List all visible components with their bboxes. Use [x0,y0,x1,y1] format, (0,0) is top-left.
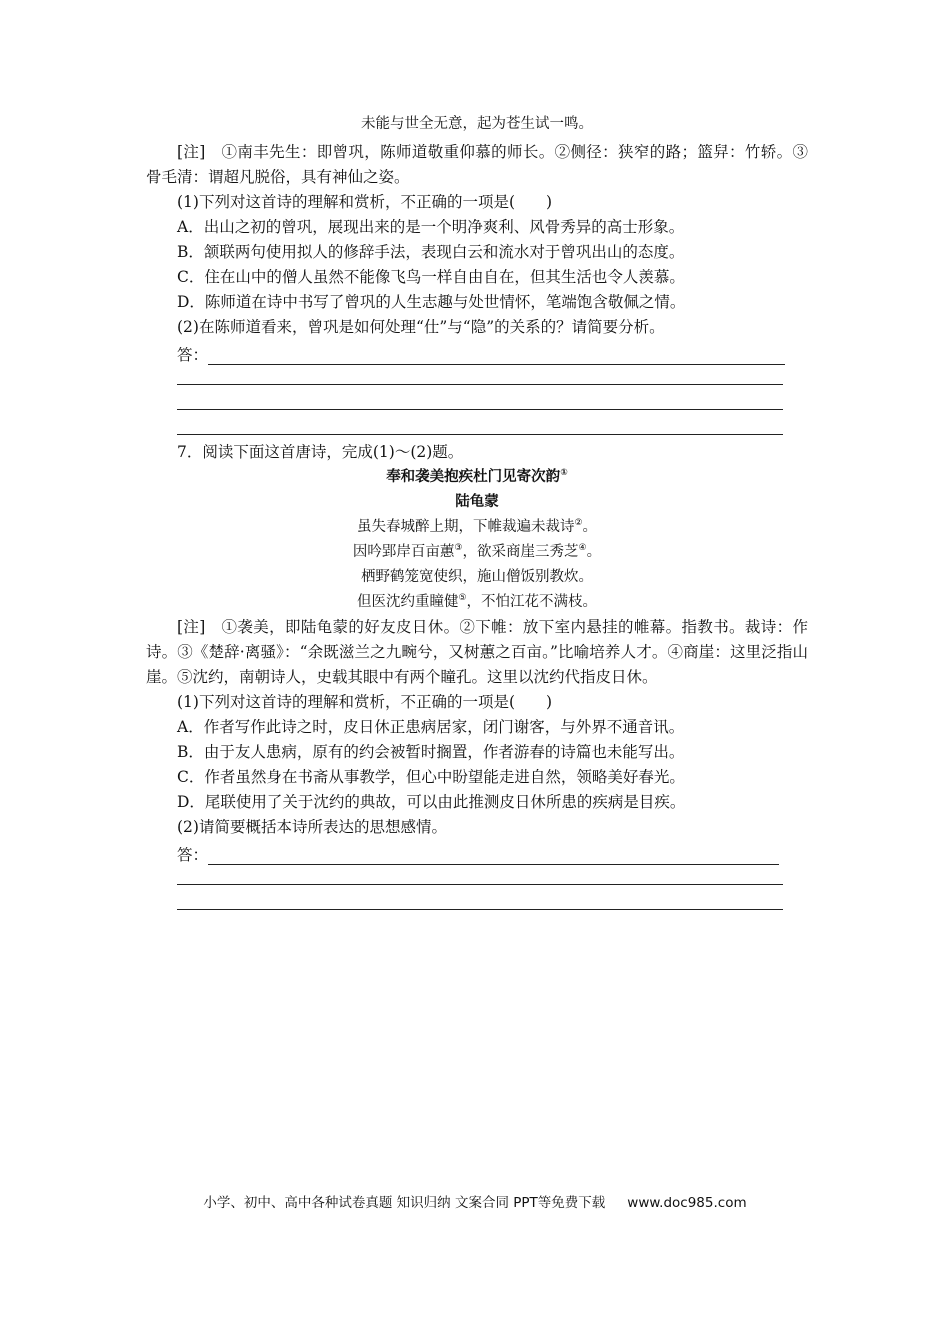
poem-text: 栖野鹤笼宽使织，施山僧饭别教炊。 [361,569,593,585]
q6-answer-blank-3[interactable] [146,390,808,415]
poem-text: 虽失春城醉上期，下帷裁遍未裁诗 [356,519,575,535]
q6-answer-line[interactable] [146,340,808,365]
note-mark: ① [560,468,568,478]
answer-blank-rule[interactable] [208,848,779,865]
q6-poem-last-line: 未能与世全无意，起为苍生试一鸣。 [361,116,593,132]
q6-option-d[interactable]: D．陈师道在诗中书写了曾巩的人生志趣与处世情怀，笔端饱含敬佩之情。 [177,293,686,311]
q6-sub1-prompt: (1)下列对这首诗的理解和赏析，不正确的一项是( ) [177,193,553,211]
q7-answer-blank-2[interactable] [146,865,808,890]
poem-text: 因吟郢岸百亩蕙 [352,544,455,560]
note-mark: ⑤ [458,593,467,603]
page-footer [0,1191,950,1211]
poem-text: 。 [582,519,598,535]
q7-option-c[interactable]: C．作者虽然身在书斋从事教学，但心中盼望能走进自然，领略美好春光。 [177,768,685,786]
note-mark: ② [574,518,583,528]
q6-option-b[interactable]: B．颔联两句使用拟人的修辞手法，表现白云和流水对于曾巩出山的态度。 [177,243,685,261]
q7-poem-title [146,465,808,490]
q7-option-b[interactable]: B．由于友人患病，原有的约会被暂时搁置，作者游春的诗篇也未能写出。 [177,743,685,761]
poem-text: 但医沈约重瞳健 [356,594,459,610]
q7-poem-line-1 [146,515,808,540]
q6-option-c[interactable]: C．住在山中的僧人虽然不能像飞鸟一样自由自在，但其生活也令人羡慕。 [177,268,685,286]
note-mark: ③ [454,543,463,553]
q6-answer-blank-2[interactable] [146,365,808,390]
q7-poem-author: 陆龟蒙 [455,494,499,510]
q6-sub2-prompt: (2)在陈师道看来，曾巩是如何处理“仕”与“隐”的关系的？请简要分析。 [177,318,665,336]
q6-option-a[interactable]: A．出山之初的曾巩，展现出来的是一个明净爽利、风骨秀异的高士形象。 [177,218,685,236]
q7-note: [注] ①袭美，即陆龟蒙的好友皮日休。②下帷：放下室内悬挂的帷幕。指教书。裁诗：作诗。③《楚辞·离骚》：“余既滋兰之九畹兮，又树蕙之百亩。”比喻培养人才。④商崖：这里泛指山崖。⑤沈约，南朝诗人，史载其眼中有两个瞳孔。这里以沈约代指皮日休。 [146,618,808,686]
poem-text: ，欲采商崖三秀芝 [462,544,579,560]
q6-answer-label: 答： [177,346,209,364]
q7-prompt: 7．阅读下面这首唐诗，完成(1)～(2)题。 [177,443,464,461]
q7-poem-line-4 [146,590,808,615]
q6-answer-blank-4[interactable] [146,415,808,440]
q7-answer-blank-3[interactable] [146,890,808,915]
answer-blank-rule[interactable] [208,348,785,365]
q7-answer-line[interactable] [146,840,808,865]
footer-url[interactable]: www.doc985.com [627,1195,747,1211]
poem-title-text: 奉和袭美抱疾杜门见寄次韵 [386,469,561,485]
q7-poem-line-2 [146,540,808,565]
note-mark: ④ [578,543,587,553]
q7-option-d[interactable]: D．尾联使用了关于沈约的典故，可以由此推测皮日休所患的疾病是目疾。 [177,793,686,811]
q7-sub1-prompt: (1)下列对这首诗的理解和赏析，不正确的一项是( ) [177,693,553,711]
document-page [146,112,808,915]
poem-text: 。 [586,544,602,560]
q7-answer-label: 答： [177,846,209,864]
q7-poem-line-3 [146,565,808,590]
q6-note: [注] ①南丰先生：即曾巩，陈师道敬重仰慕的师长。②侧径：狭窄的路；篮舁：竹轿。③骨毛清：谓超凡脱俗，具有神仙之姿。 [146,143,808,186]
q7-option-a[interactable]: A．作者写作此诗之时，皮日休正患病居家，闭门谢客，与外界不通音讯。 [177,718,685,736]
q7-sub2-prompt: (2)请简要概括本诗所表达的思想感情。 [177,818,447,836]
footer-text: 小学、初中、高中各种试卷真题 知识归纳 文案合同 PPT等免费下载 [203,1195,606,1211]
poem-text: ，不怕江花不满枝。 [466,594,598,610]
